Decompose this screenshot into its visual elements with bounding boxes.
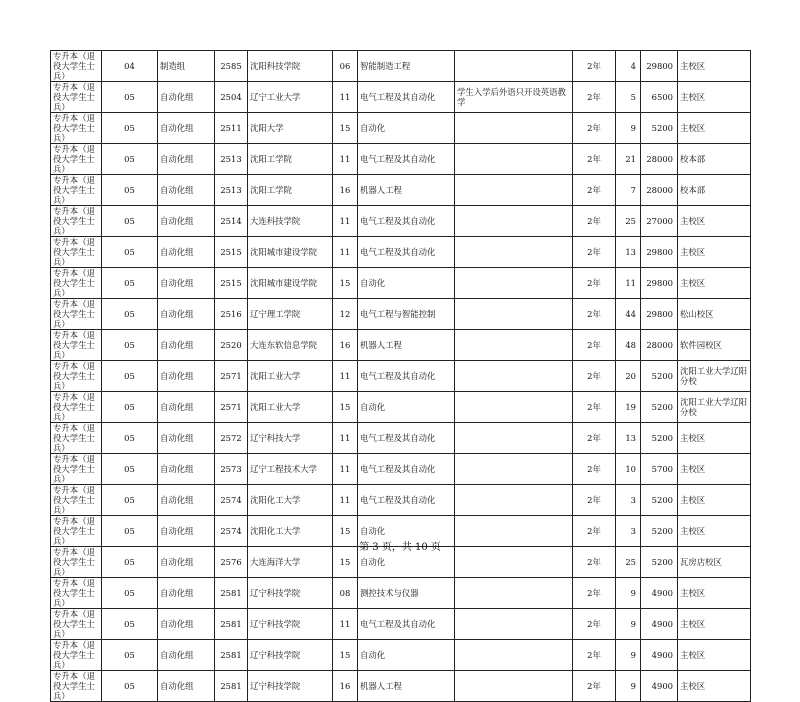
- cell-school-code: 2581: [215, 578, 248, 609]
- cell-school: 辽宁科技学院: [248, 609, 333, 640]
- cell-type: 专升本（退役大学生士兵）: [51, 361, 102, 392]
- cell-school: 沈阳科技学院: [248, 51, 333, 82]
- cell-campus: 主校区: [678, 423, 751, 454]
- cell-school-code: 2516: [215, 299, 248, 330]
- cell-major-code: 15: [333, 113, 358, 144]
- table-row: [51, 144, 751, 175]
- cell-campus: 主校区: [678, 113, 751, 144]
- cell-group: 自动化组: [158, 578, 215, 609]
- cell-plan: 11: [616, 268, 641, 299]
- cell-group: 自动化组: [158, 640, 215, 671]
- cell-school: 辽宁理工学院: [248, 299, 333, 330]
- cell-school-code: 2581: [215, 609, 248, 640]
- cell-tuition: 29800: [641, 51, 678, 82]
- cell-major: 自动化: [358, 516, 455, 547]
- cell-group-code: 05: [102, 330, 158, 361]
- cell-years: 2年: [573, 547, 616, 578]
- cell-plan: 13: [616, 423, 641, 454]
- cell-school: 辽宁科技学院: [248, 640, 333, 671]
- cell-plan: 44: [616, 299, 641, 330]
- cell-school: 辽宁科技大学: [248, 423, 333, 454]
- table-row: [51, 175, 751, 206]
- cell-school-code: 2574: [215, 516, 248, 547]
- cell-years: 2年: [573, 454, 616, 485]
- cell-campus: 主校区: [678, 454, 751, 485]
- cell-years: 2年: [573, 578, 616, 609]
- cell-school: 沈阳大学: [248, 113, 333, 144]
- cell-tuition: 29800: [641, 237, 678, 268]
- cell-tuition: 4900: [641, 640, 678, 671]
- cell-group-code: 05: [102, 423, 158, 454]
- cell-group: 自动化组: [158, 330, 215, 361]
- cell-campus: 校本部: [678, 144, 751, 175]
- cell-years: 2年: [573, 423, 616, 454]
- cell-remark: [455, 268, 573, 299]
- cell-school: 大连东软信息学院: [248, 330, 333, 361]
- cell-remark: [455, 113, 573, 144]
- cell-group: 自动化组: [158, 454, 215, 485]
- cell-school: 沈阳城市建设学院: [248, 237, 333, 268]
- cell-group-code: 05: [102, 175, 158, 206]
- cell-type: 专升本（退役大学生士兵）: [51, 547, 102, 578]
- cell-campus: 主校区: [678, 640, 751, 671]
- cell-school: 辽宁科技学院: [248, 671, 333, 702]
- cell-tuition: 5700: [641, 454, 678, 485]
- cell-campus: 主校区: [678, 237, 751, 268]
- cell-major: 电气工程与智能控制: [358, 299, 455, 330]
- cell-group-code: 05: [102, 516, 158, 547]
- cell-major-code: 15: [333, 516, 358, 547]
- table-row: [51, 206, 751, 237]
- cell-major: 测控技术与仪器: [358, 578, 455, 609]
- table-row: [51, 237, 751, 268]
- cell-remark: [455, 237, 573, 268]
- cell-campus: 主校区: [678, 671, 751, 702]
- cell-major: 机器人工程: [358, 330, 455, 361]
- table-row: [51, 113, 751, 144]
- table-row: [51, 423, 751, 454]
- cell-plan: 25: [616, 547, 641, 578]
- page-footer: 第 3 页，共 10 页: [359, 542, 441, 553]
- table-row: [51, 671, 751, 702]
- cell-group-code: 05: [102, 299, 158, 330]
- cell-major-code: 11: [333, 423, 358, 454]
- cell-major: 电气工程及其自动化: [358, 609, 455, 640]
- cell-major-code: 16: [333, 330, 358, 361]
- cell-group-code: 05: [102, 547, 158, 578]
- cell-school-code: 2513: [215, 175, 248, 206]
- cell-plan: 3: [616, 516, 641, 547]
- cell-group-code: 05: [102, 237, 158, 268]
- cell-major-code: 11: [333, 609, 358, 640]
- cell-years: 2年: [573, 144, 616, 175]
- cell-major-code: 11: [333, 237, 358, 268]
- cell-years: 2年: [573, 361, 616, 392]
- cell-tuition: 6500: [641, 82, 678, 113]
- cell-plan: 13: [616, 237, 641, 268]
- cell-group: 自动化组: [158, 423, 215, 454]
- cell-plan: 21: [616, 144, 641, 175]
- cell-group: 自动化组: [158, 175, 215, 206]
- cell-campus: 软件园校区: [678, 330, 751, 361]
- cell-remark: [455, 609, 573, 640]
- cell-remark: [455, 299, 573, 330]
- cell-type: 专升本（退役大学生士兵）: [51, 423, 102, 454]
- cell-group: 制造组: [158, 51, 215, 82]
- cell-plan: 3: [616, 485, 641, 516]
- cell-school-code: 2581: [215, 640, 248, 671]
- table-row: [51, 485, 751, 516]
- cell-type: 专升本（退役大学生士兵）: [51, 144, 102, 175]
- cell-years: 2年: [573, 609, 616, 640]
- cell-major-code: 06: [333, 51, 358, 82]
- cell-group-code: 05: [102, 82, 158, 113]
- table-row: [51, 361, 751, 392]
- cell-campus: 瓦房店校区: [678, 547, 751, 578]
- table-row: [51, 268, 751, 299]
- cell-tuition: 5200: [641, 547, 678, 578]
- cell-school-code: 2511: [215, 113, 248, 144]
- cell-major-code: 08: [333, 578, 358, 609]
- cell-major-code: 15: [333, 640, 358, 671]
- table-row: [51, 299, 751, 330]
- cell-major: 自动化: [358, 113, 455, 144]
- cell-campus: 主校区: [678, 268, 751, 299]
- cell-group: 自动化组: [158, 392, 215, 423]
- cell-years: 2年: [573, 671, 616, 702]
- cell-tuition: 5200: [641, 516, 678, 547]
- cell-major-code: 11: [333, 144, 358, 175]
- cell-school-code: 2514: [215, 206, 248, 237]
- cell-school-code: 2515: [215, 237, 248, 268]
- cell-major: 自动化: [358, 640, 455, 671]
- cell-campus: 主校区: [678, 206, 751, 237]
- cell-school: 大连海洋大学: [248, 547, 333, 578]
- cell-plan: 25: [616, 206, 641, 237]
- cell-school-code: 2576: [215, 547, 248, 578]
- cell-years: 2年: [573, 175, 616, 206]
- cell-tuition: 5200: [641, 392, 678, 423]
- cell-group-code: 05: [102, 113, 158, 144]
- cell-tuition: 29800: [641, 268, 678, 299]
- cell-school-code: 2585: [215, 51, 248, 82]
- cell-remark: [455, 640, 573, 671]
- cell-plan: 7: [616, 175, 641, 206]
- cell-school-code: 2574: [215, 485, 248, 516]
- cell-group-code: 05: [102, 361, 158, 392]
- cell-campus: 主校区: [678, 609, 751, 640]
- cell-years: 2年: [573, 299, 616, 330]
- cell-years: 2年: [573, 516, 616, 547]
- cell-group-code: 05: [102, 268, 158, 299]
- cell-major: 机器人工程: [358, 175, 455, 206]
- cell-years: 2年: [573, 330, 616, 361]
- cell-major-code: 16: [333, 671, 358, 702]
- cell-group-code: 05: [102, 578, 158, 609]
- cell-remark: [455, 454, 573, 485]
- cell-group: 自动化组: [158, 206, 215, 237]
- cell-type: 专升本（退役大学生士兵）: [51, 516, 102, 547]
- cell-remark: [455, 206, 573, 237]
- cell-school: 辽宁工程技术大学: [248, 454, 333, 485]
- cell-plan: 9: [616, 578, 641, 609]
- cell-school-code: 2515: [215, 268, 248, 299]
- table-row: [51, 330, 751, 361]
- table-row: [51, 454, 751, 485]
- cell-major-code: 15: [333, 547, 358, 578]
- cell-major: 自动化: [358, 268, 455, 299]
- cell-years: 2年: [573, 485, 616, 516]
- cell-group-code: 04: [102, 51, 158, 82]
- cell-group-code: 05: [102, 392, 158, 423]
- table-row: [51, 82, 751, 113]
- cell-remark: [455, 51, 573, 82]
- cell-years: 2年: [573, 113, 616, 144]
- cell-group-code: 05: [102, 671, 158, 702]
- cell-remark: [455, 361, 573, 392]
- cell-major-code: 12: [333, 299, 358, 330]
- cell-major: 智能制造工程: [358, 51, 455, 82]
- cell-group-code: 05: [102, 609, 158, 640]
- table-row: [51, 51, 751, 82]
- cell-remark: [455, 330, 573, 361]
- cell-group: 自动化组: [158, 609, 215, 640]
- cell-school: 辽宁工业大学: [248, 82, 333, 113]
- cell-type: 专升本（退役大学生士兵）: [51, 237, 102, 268]
- cell-major: 电气工程及其自动化: [358, 485, 455, 516]
- cell-major: 电气工程及其自动化: [358, 206, 455, 237]
- cell-tuition: 27000: [641, 206, 678, 237]
- cell-major: 电气工程及其自动化: [358, 361, 455, 392]
- cell-school: 沈阳化工大学: [248, 516, 333, 547]
- table-row: [51, 392, 751, 423]
- cell-campus: 主校区: [678, 578, 751, 609]
- cell-tuition: 28000: [641, 330, 678, 361]
- cell-school-code: 2581: [215, 671, 248, 702]
- cell-type: 专升本（退役大学生士兵）: [51, 82, 102, 113]
- cell-major: 电气工程及其自动化: [358, 423, 455, 454]
- cell-plan: 4: [616, 51, 641, 82]
- cell-major-code: 11: [333, 82, 358, 113]
- table-row: [51, 609, 751, 640]
- cell-type: 专升本（退役大学生士兵）: [51, 113, 102, 144]
- cell-group: 自动化组: [158, 361, 215, 392]
- cell-type: 专升本（退役大学生士兵）: [51, 640, 102, 671]
- cell-tuition: 4900: [641, 578, 678, 609]
- cell-school-code: 2504: [215, 82, 248, 113]
- cell-type: 专升本（退役大学生士兵）: [51, 51, 102, 82]
- cell-group: 自动化组: [158, 82, 215, 113]
- cell-remark: [455, 423, 573, 454]
- cell-plan: 9: [616, 609, 641, 640]
- cell-tuition: 4900: [641, 609, 678, 640]
- cell-type: 专升本（退役大学生士兵）: [51, 268, 102, 299]
- cell-campus: 主校区: [678, 516, 751, 547]
- cell-tuition: 5200: [641, 485, 678, 516]
- cell-group-code: 05: [102, 144, 158, 175]
- cell-tuition: 28000: [641, 175, 678, 206]
- cell-campus: 主校区: [678, 51, 751, 82]
- cell-remark: 学生入学后外语只开设英语教学: [455, 82, 573, 113]
- cell-major: 电气工程及其自动化: [358, 237, 455, 268]
- cell-school-code: 2520: [215, 330, 248, 361]
- cell-campus: 主校区: [678, 485, 751, 516]
- cell-school: 沈阳工业大学: [248, 361, 333, 392]
- cell-plan: 5: [616, 82, 641, 113]
- cell-type: 专升本（退役大学生士兵）: [51, 392, 102, 423]
- cell-years: 2年: [573, 82, 616, 113]
- cell-school: 大连科技学院: [248, 206, 333, 237]
- cell-type: 专升本（退役大学生士兵）: [51, 206, 102, 237]
- cell-tuition: 28000: [641, 144, 678, 175]
- cell-remark: [455, 485, 573, 516]
- cell-major: 电气工程及其自动化: [358, 454, 455, 485]
- cell-major-code: 11: [333, 361, 358, 392]
- cell-group: 自动化组: [158, 299, 215, 330]
- cell-years: 2年: [573, 206, 616, 237]
- cell-school-code: 2571: [215, 361, 248, 392]
- cell-years: 2年: [573, 640, 616, 671]
- cell-school-code: 2513: [215, 144, 248, 175]
- cell-major-code: 11: [333, 454, 358, 485]
- cell-major-code: 15: [333, 268, 358, 299]
- cell-tuition: 4900: [641, 671, 678, 702]
- enrollment-table: [50, 50, 751, 702]
- cell-major: 电气工程及其自动化: [358, 82, 455, 113]
- cell-plan: 48: [616, 330, 641, 361]
- cell-school: 沈阳化工大学: [248, 485, 333, 516]
- cell-major-code: 15: [333, 392, 358, 423]
- cell-group: 自动化组: [158, 113, 215, 144]
- cell-tuition: 5200: [641, 113, 678, 144]
- cell-type: 专升本（退役大学生士兵）: [51, 175, 102, 206]
- cell-plan: 19: [616, 392, 641, 423]
- cell-group: 自动化组: [158, 268, 215, 299]
- cell-type: 专升本（退役大学生士兵）: [51, 578, 102, 609]
- cell-major-code: 16: [333, 175, 358, 206]
- cell-years: 2年: [573, 237, 616, 268]
- cell-school-code: 2572: [215, 423, 248, 454]
- cell-campus: 沈阳工业大学辽阳分校: [678, 392, 751, 423]
- table-row: [51, 578, 751, 609]
- cell-type: 专升本（退役大学生士兵）: [51, 671, 102, 702]
- cell-school: 沈阳工业大学: [248, 392, 333, 423]
- cell-group: 自动化组: [158, 144, 215, 175]
- cell-school: 沈阳工学院: [248, 175, 333, 206]
- cell-school-code: 2571: [215, 392, 248, 423]
- cell-remark: [455, 144, 573, 175]
- cell-tuition: 5200: [641, 423, 678, 454]
- cell-tuition: 5200: [641, 361, 678, 392]
- cell-plan: 9: [616, 671, 641, 702]
- cell-plan: 9: [616, 640, 641, 671]
- cell-group-code: 05: [102, 640, 158, 671]
- cell-school-code: 2573: [215, 454, 248, 485]
- cell-group-code: 05: [102, 454, 158, 485]
- cell-school: 沈阳工学院: [248, 144, 333, 175]
- cell-group: 自动化组: [158, 547, 215, 578]
- cell-campus: 校本部: [678, 175, 751, 206]
- cell-remark: [455, 392, 573, 423]
- cell-type: 专升本（退役大学生士兵）: [51, 330, 102, 361]
- cell-group: 自动化组: [158, 485, 215, 516]
- cell-type: 专升本（退役大学生士兵）: [51, 299, 102, 330]
- cell-remark: [455, 671, 573, 702]
- cell-group: 自动化组: [158, 671, 215, 702]
- cell-school: 辽宁科技学院: [248, 578, 333, 609]
- cell-major: 自动化: [358, 547, 455, 578]
- cell-campus: 松山校区: [678, 299, 751, 330]
- cell-plan: 9: [616, 113, 641, 144]
- cell-group: 自动化组: [158, 237, 215, 268]
- cell-years: 2年: [573, 51, 616, 82]
- cell-plan: 20: [616, 361, 641, 392]
- cell-school: 沈阳城市建设学院: [248, 268, 333, 299]
- cell-major-code: 11: [333, 485, 358, 516]
- cell-years: 2年: [573, 268, 616, 299]
- cell-type: 专升本（退役大学生士兵）: [51, 609, 102, 640]
- cell-remark: [455, 578, 573, 609]
- cell-major: 电气工程及其自动化: [358, 144, 455, 175]
- cell-type: 专升本（退役大学生士兵）: [51, 454, 102, 485]
- cell-remark: [455, 175, 573, 206]
- cell-major-code: 11: [333, 206, 358, 237]
- cell-major: 机器人工程: [358, 671, 455, 702]
- cell-tuition: 29800: [641, 299, 678, 330]
- cell-plan: 10: [616, 454, 641, 485]
- cell-type: 专升本（退役大学生士兵）: [51, 485, 102, 516]
- cell-campus: 主校区: [678, 82, 751, 113]
- cell-group: 自动化组: [158, 516, 215, 547]
- cell-campus: 沈阳工业大学辽阳分校: [678, 361, 751, 392]
- cell-major: 自动化: [358, 392, 455, 423]
- cell-years: 2年: [573, 392, 616, 423]
- table-row: [51, 640, 751, 671]
- cell-group-code: 05: [102, 206, 158, 237]
- cell-group-code: 05: [102, 485, 158, 516]
